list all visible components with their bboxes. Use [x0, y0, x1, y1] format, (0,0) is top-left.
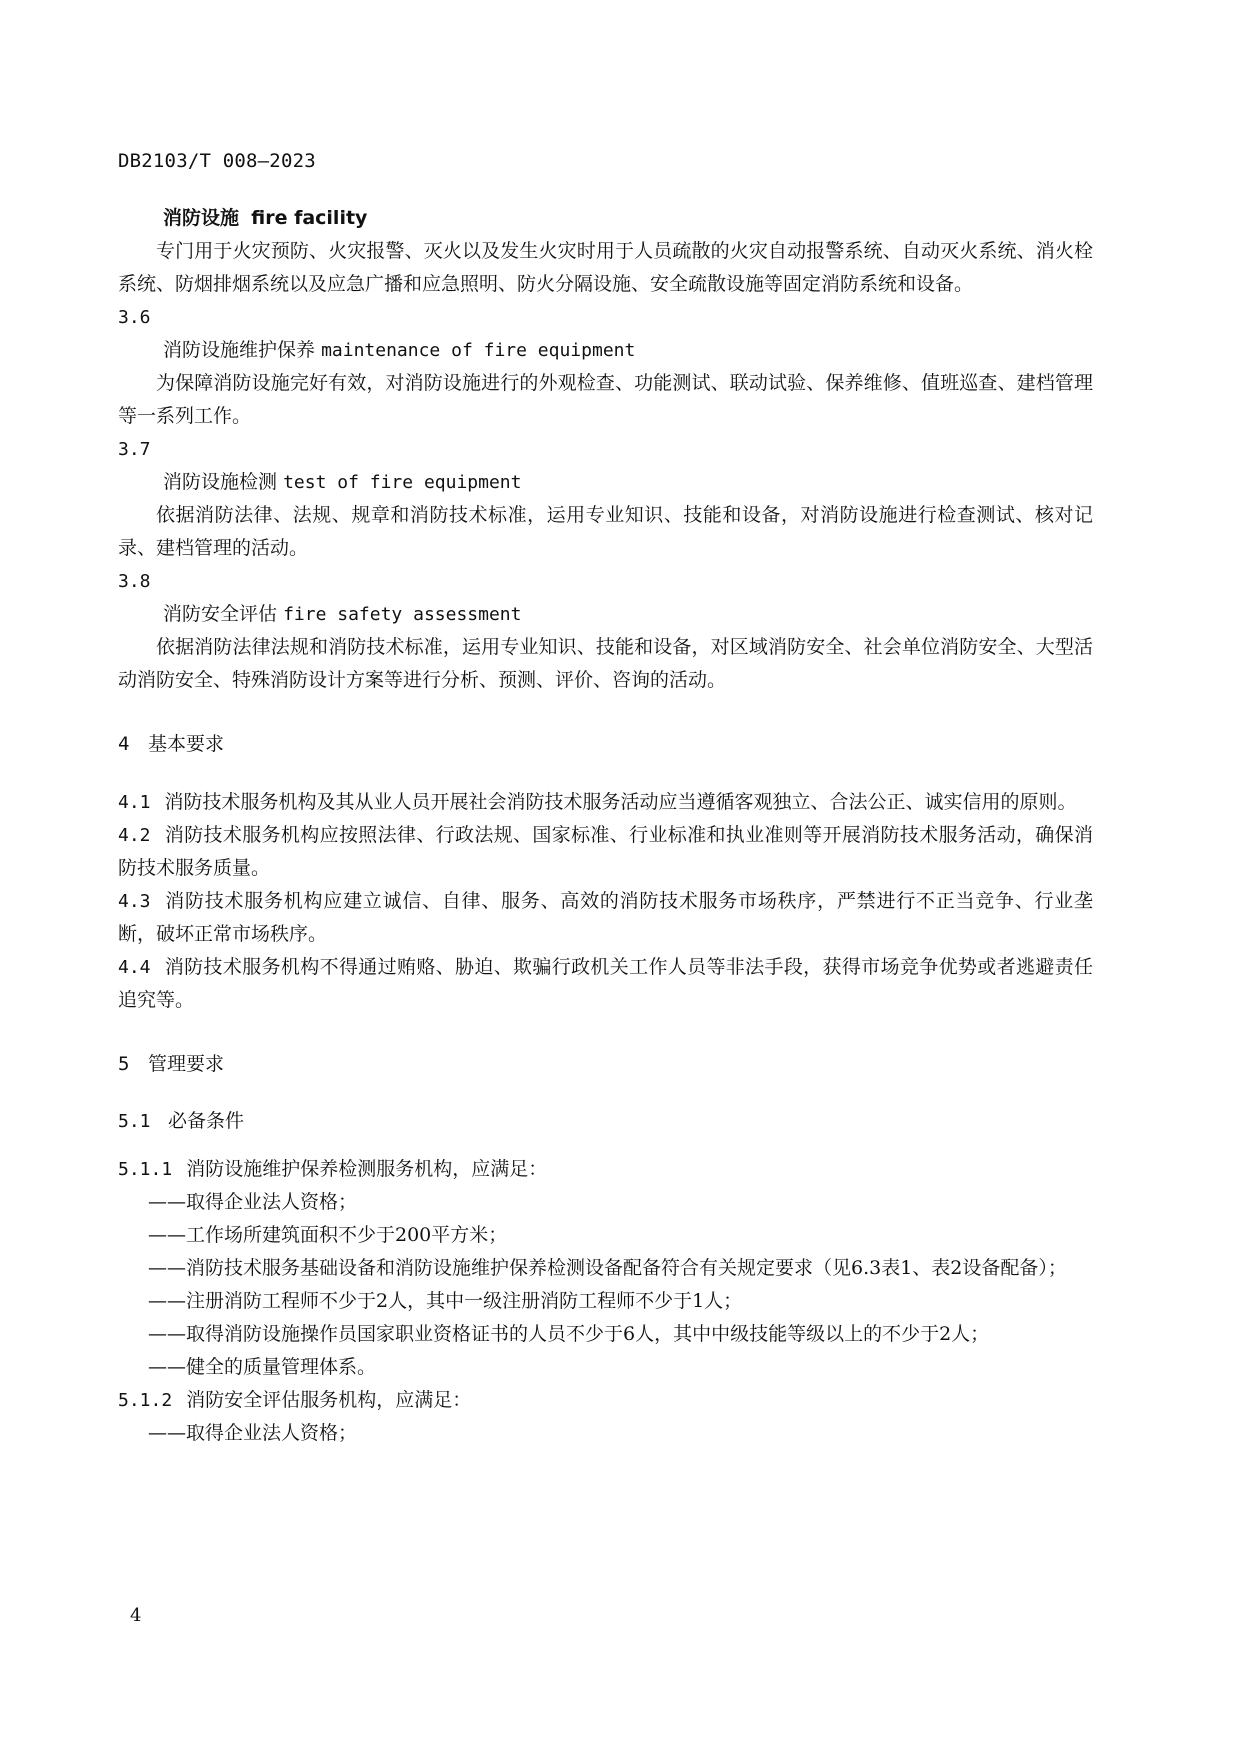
- clause-text: 消防技术服务机构应建立诚信、自律、服务、高效的消防技术服务市场秩序，严禁进行不正当竞争、行业垄断，破坏正常市场秩序。: [118, 890, 1093, 945]
- clause: [118, 1384, 1093, 1417]
- chapter-heading: [118, 729, 1093, 756]
- clause-number: 4.3: [118, 891, 151, 912]
- clause: [118, 819, 1093, 885]
- list-item: ——取得消防设施操作员国家职业资格证书的人员不少于6人，其中中级技能等级以上的不少于2人；: [148, 1323, 990, 1345]
- chapter-title: 基本要求: [148, 733, 225, 755]
- clause: [118, 885, 1093, 951]
- term-cn: 消防设施维护保养: [163, 339, 316, 361]
- term-cn: 消防安全评估: [163, 603, 278, 625]
- term-title: [118, 202, 1093, 235]
- clause: [118, 951, 1093, 1017]
- clause-number: 5.1.2: [118, 1390, 173, 1411]
- term-definition: 专门用于火灾预防、火灾报警、灭火以及发生火灾时用于人员疏散的火灾自动报警系统、自动灭火系统、消火栓系统、防烟排烟系统以及应急广播和应急照明、防火分隔设施、安全疏散设施等固定消防系统和设备。: [118, 240, 1093, 295]
- term-entry: [118, 301, 1093, 433]
- term-entry: [118, 433, 1093, 565]
- term-title: [118, 334, 1093, 367]
- section-title: 必备条件: [168, 1110, 245, 1132]
- clause-text: 消防设施维护保养检测服务机构，应满足：: [186, 1158, 548, 1180]
- section-heading: [118, 1106, 1093, 1133]
- document-body: [118, 202, 1093, 1450]
- clause-number: 4.1: [118, 792, 151, 813]
- list-item: ——健全的质量管理体系。: [148, 1356, 377, 1378]
- clause-number: 4.4: [118, 957, 151, 978]
- section-number: 5.1: [118, 1111, 151, 1132]
- list-item: ——工作场所建筑面积不少于200平方米；: [148, 1224, 508, 1246]
- clause-number: 5.1.1: [118, 1159, 173, 1180]
- document-code: DB2103/T 008—2023: [118, 150, 316, 172]
- list-item: ——注册消防工程师不少于2人，其中一级注册消防工程师不少于1人；: [148, 1290, 743, 1312]
- term-en: test of fire equipment: [283, 472, 522, 493]
- list-item: ——取得企业法人资格；: [148, 1191, 358, 1213]
- chapter-number: 4: [118, 733, 130, 755]
- clause-text: 消防技术服务机构应按照法律、行政法规、国家标准、行业标准和执业准则等开展消防技术服务活动，确保消防技术服务质量。: [118, 824, 1093, 879]
- clause-text: 消防安全评估服务机构，应满足：: [186, 1389, 472, 1411]
- term-number: 3.7: [118, 439, 151, 460]
- chapter-heading: [118, 1049, 1093, 1076]
- chapter-title: 管理要求: [148, 1053, 225, 1075]
- clause-text: 消防技术服务机构不得通过贿赂、胁迫、欺骗行政机关工作人员等非法手段，获得市场竞争优势或者逃避责任追究等。: [118, 956, 1093, 1011]
- clause: [118, 1153, 1093, 1186]
- term-en: maintenance of fire equipment: [321, 340, 636, 361]
- term-en: fire safety assessment: [283, 604, 522, 625]
- clause: [118, 786, 1093, 819]
- list-item: ——取得企业法人资格；: [148, 1422, 358, 1444]
- term-number: 3.8: [118, 571, 151, 592]
- clause-number: 4.2: [118, 825, 151, 846]
- list-item: ——消防技术服务基础设备和消防设施维护保养检测设备配备符合有关规定要求（见6.3表1、表2设备配备）；: [148, 1257, 1067, 1279]
- term-definition: 依据消防法律、法规、规章和消防技术标准，运用专业知识、技能和设备，对消防设施进行检查测试、核对记录、建档管理的活动。: [118, 504, 1093, 559]
- chapter-number: 5: [118, 1053, 130, 1075]
- term-title: [118, 598, 1093, 631]
- term-title: [118, 466, 1093, 499]
- term-definition: 依据消防法律法规和消防技术标准，运用专业知识、技能和设备，对区域消防安全、社会单位消防安全、大型活动消防安全、特殊消防设计方案等进行分析、预测、评价、咨询的活动。: [118, 636, 1093, 691]
- page-number: 4: [130, 1605, 142, 1626]
- term-entry: [118, 565, 1093, 697]
- term-cn: 消防设施检测: [163, 471, 278, 493]
- clause-text: 消防技术服务机构及其从业人员开展社会消防技术服务活动应当遵循客观独立、合法公正、诚实信用的原则。: [164, 791, 1077, 813]
- term-en: fire facility: [251, 207, 368, 229]
- term-number: 3.6: [118, 307, 151, 328]
- term-entry: [118, 202, 1093, 301]
- term-definition: 为保障消防设施完好有效，对消防设施进行的外观检查、功能测试、联动试验、保养维修、值班巡查、建档管理等一系列工作。: [118, 372, 1093, 427]
- term-cn: 消防设施: [163, 207, 240, 229]
